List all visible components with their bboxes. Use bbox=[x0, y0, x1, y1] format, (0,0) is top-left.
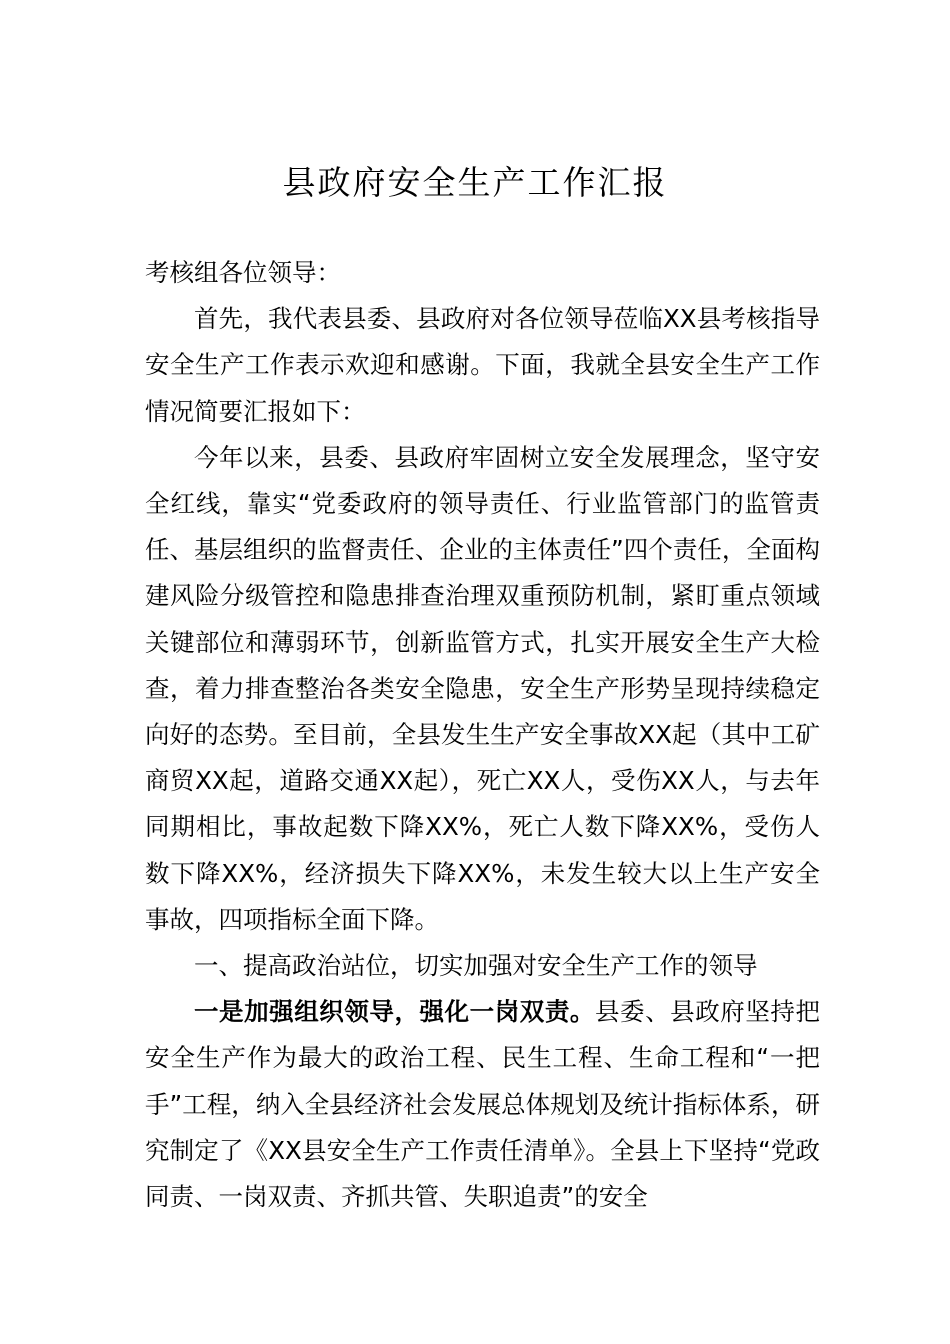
paragraph-overview: 今年以来，县委、县政府牢固树立安全发展理念，坚守安全红线，靠实“党委政府的领导责任、行业监管部门的监管责任、基层组织的监督责任、企业的主体责任”四个责任，全面构建风险分级管控和隐患排查治理双重预防机制，紧盯重点领域关键部位和薄弱环节，创新监管方式，扎实开展安全生产大检查，着力排查整治各类安全隐患，安全生产形势呈现持续稳定向好的态势。至目前，全县发生生产安全事故XX起（其中工矿商贸XX起，道路交通XX起），死亡XX人，受伤XX人，与去年同期相比，事故起数下降XX%，死亡人数下降XX%，受伤人数下降XX%，经济损失下降XX%，未发生较大以上生产安全事故，四项指标全面下降。 bbox=[145, 442, 820, 934]
paragraph-lead-rest: 县委、县政府坚持把安全生产作为最大的政治工程、民生工程、生命工程和“一把手”工程，纳入全县经济社会发展总体规划及统计指标体系，研究制定了《XX县安全生产工作责任清单》。全县上下坚持“党政同责、一岗双责、齐抓共管、失职追责”的安全 bbox=[145, 997, 820, 1212]
salutation: 考核组各位领导： bbox=[145, 258, 341, 287]
paragraph-leadership bbox=[145, 989, 820, 1220]
paragraph-opening: 首先，我代表县委、县政府对各位领导莅临XX县考核指导安全生产工作表示欢迎和感谢。下面，我就全县安全生产工作情况简要汇报如下： bbox=[145, 304, 820, 426]
section-heading-1: 一、提高政治站位，切实加强对安全生产工作的领导 bbox=[194, 951, 758, 981]
paragraph-lead-bold: 一是加强组织领导，强化一岗双责。 bbox=[194, 997, 595, 1027]
document-body bbox=[145, 250, 820, 1220]
document-title: 县政府安全生产工作汇报 bbox=[282, 163, 668, 202]
